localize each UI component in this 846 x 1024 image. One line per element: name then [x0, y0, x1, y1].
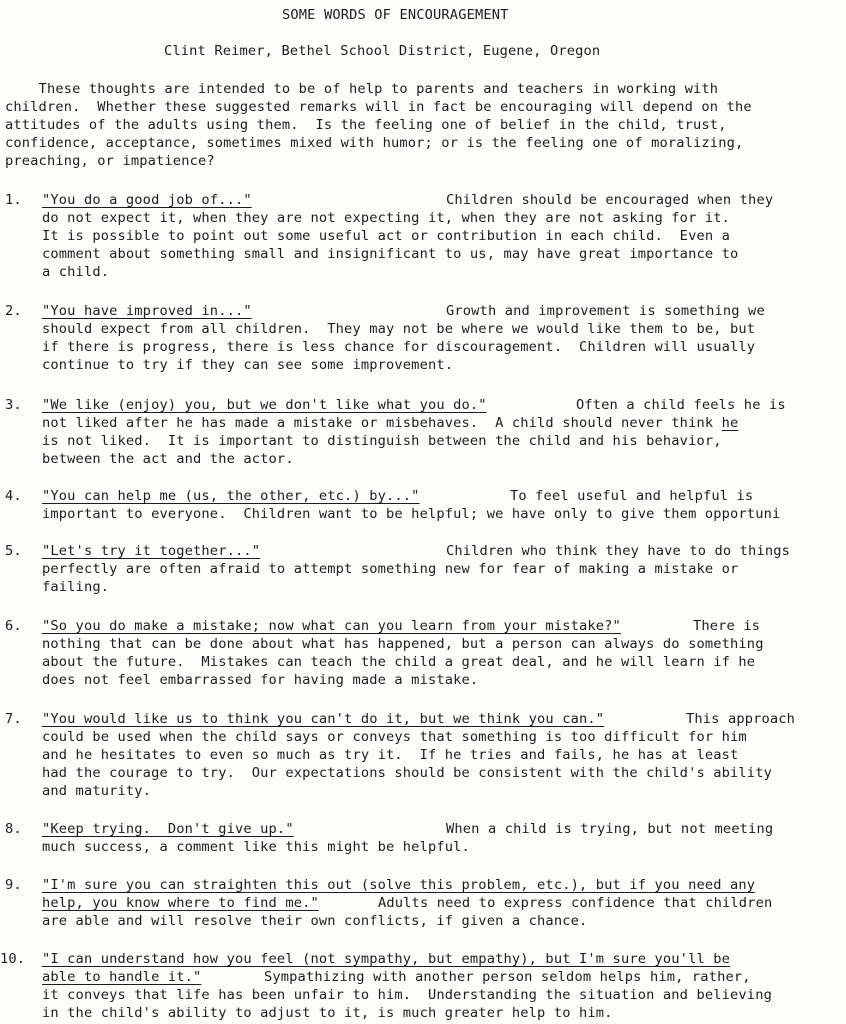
item-lead-text: To feel useful and helpful is: [510, 488, 754, 504]
item-text-segment: not liked after he has made a mistake or misbehaves. A child should never think: [42, 415, 722, 431]
item-number: 4.: [5, 488, 22, 504]
item-text-line: does not feel embarrassed for having made a mistake.: [42, 672, 479, 688]
encouraging-phrase: "I can understand how you feel (not sympathy, but empathy), but I'm sure you'll be: [42, 951, 731, 967]
item-text-line: and he hesitates to even so much as try it. If he tries and fails, he has at least: [42, 747, 739, 763]
author-byline: Clint Reimer, Bethel School District, Eugene, Oregon: [164, 43, 601, 59]
encouraging-phrase: "You would like us to think you can't do it, but we think you can.": [42, 711, 605, 727]
encouraging-phrase-continued: help, you know where to find me.": [42, 895, 319, 911]
item-number: 2.: [5, 303, 22, 319]
item-lead-text: Adults need to express confidence that children: [378, 895, 773, 911]
item-number: 10.: [0, 951, 26, 967]
encouraging-phrase: "So you do make a mistake; now what can you learn from your mistake?": [42, 618, 621, 634]
item-text-line: [42, 414, 738, 432]
encouraging-phrase: "You have improved in...": [42, 303, 252, 319]
item-text-line: much success, a comment like this might be helpful.: [42, 839, 470, 855]
item-lead-text: Often a child feels he is: [576, 397, 786, 413]
item-text-line: between the act and the actor.: [42, 451, 294, 467]
item-text-line: It is possible to point out some useful act or contribution in each child. Even a: [42, 228, 731, 244]
item-text-line: it conveys that life has been unfair to him. Understanding the situation and believing: [42, 987, 772, 1003]
item-text-line: a child.: [42, 264, 110, 280]
item-text-line: continue to try if they can see some improvement.: [42, 357, 454, 373]
item-text-line: should expect from all children. They may not be where we would like them to be, but: [42, 321, 756, 337]
item-text-line: had the courage to try. Our expectations should be consistent with the child's ability: [42, 765, 772, 781]
encouraging-phrase: "Keep trying. Don't give up.": [42, 821, 294, 837]
item-text-line: are able and will resolve their own conflicts, if given a chance.: [42, 913, 588, 929]
item-text-line: nothing that can be done about what has happened, but a person can always do something: [42, 636, 764, 652]
item-text-line: perfectly are often afraid to attempt something new for fear of making a mistake or: [42, 561, 739, 577]
item-text-line: and maturity.: [42, 783, 152, 799]
item-number: 5.: [5, 543, 22, 559]
intro-line: children. Whether these suggested remarks will in fact be encouraging will depend on the: [5, 99, 752, 115]
item-text-line: if there is progress, there is less chance for discouragement. Children will usually: [42, 339, 756, 355]
item-text-line: important to everyone. Children want to be helpful; we have only to give them opportuni: [42, 506, 781, 522]
item-lead-text: Sympathizing with another person seldom helps him, rather,: [264, 969, 751, 985]
encouraging-phrase: "I'm sure you can straighten this out (solve this problem, etc.), but if you need any: [42, 877, 756, 893]
item-lead-text: There is: [693, 618, 761, 634]
emphasized-word: he: [721, 415, 739, 431]
intro-line: confidence, acceptance, sometimes mixed with humor; or is the feeling one of moralizing,: [5, 135, 744, 151]
document-title: SOME WORDS OF ENCOURAGEMENT: [282, 7, 509, 23]
intro-line: These thoughts are intended to be of help to parents and teachers in working with: [5, 81, 719, 97]
item-text-line: failing.: [42, 579, 110, 595]
item-lead-text: Children who think they have to do things: [446, 543, 791, 559]
item-text-line: is not liked. It is important to distinguish between the child and his behavior,: [42, 433, 722, 449]
item-number: 8.: [5, 821, 22, 837]
item-text-line: do not expect it, when they are not expecting it, when they are not asking for it.: [42, 210, 731, 226]
encouraging-phrase: "You do a good job of...": [42, 192, 252, 208]
item-text-line: about the future. Mistakes can teach the child a great deal, and he will learn if he: [42, 654, 756, 670]
item-lead-text: Growth and improvement is something we: [446, 303, 765, 319]
item-number: 9.: [5, 877, 22, 893]
item-number: 3.: [5, 397, 22, 413]
item-lead-text: This approach: [686, 711, 796, 727]
item-number: 7.: [5, 711, 22, 727]
intro-line: preaching, or impatience?: [5, 153, 215, 169]
item-text-line: in the child's ability to adjust to it, is much greater help to him.: [42, 1005, 613, 1021]
intro-line: attitudes of the adults using them. Is the feeling one of belief in the child, trust,: [5, 117, 727, 133]
encouraging-phrase: "Let's try it together...": [42, 543, 261, 559]
item-text-line: comment about something small and insignificant to us, may have great importance to: [42, 246, 739, 262]
item-number: 1.: [5, 192, 22, 208]
item-text-line: could be used when the child says or conveys that something is too difficult for him: [42, 729, 747, 745]
item-lead-text: When a child is trying, but not meeting: [446, 821, 774, 837]
encouraging-phrase-continued: able to handle it.": [42, 969, 202, 985]
encouraging-phrase: "We like (enjoy) you, but we don't like what you do.": [42, 397, 487, 413]
encouraging-phrase: "You can help me (us, the other, etc.) by...": [42, 488, 420, 504]
item-lead-text: Children should be encouraged when they: [446, 192, 774, 208]
item-number: 6.: [5, 618, 22, 634]
